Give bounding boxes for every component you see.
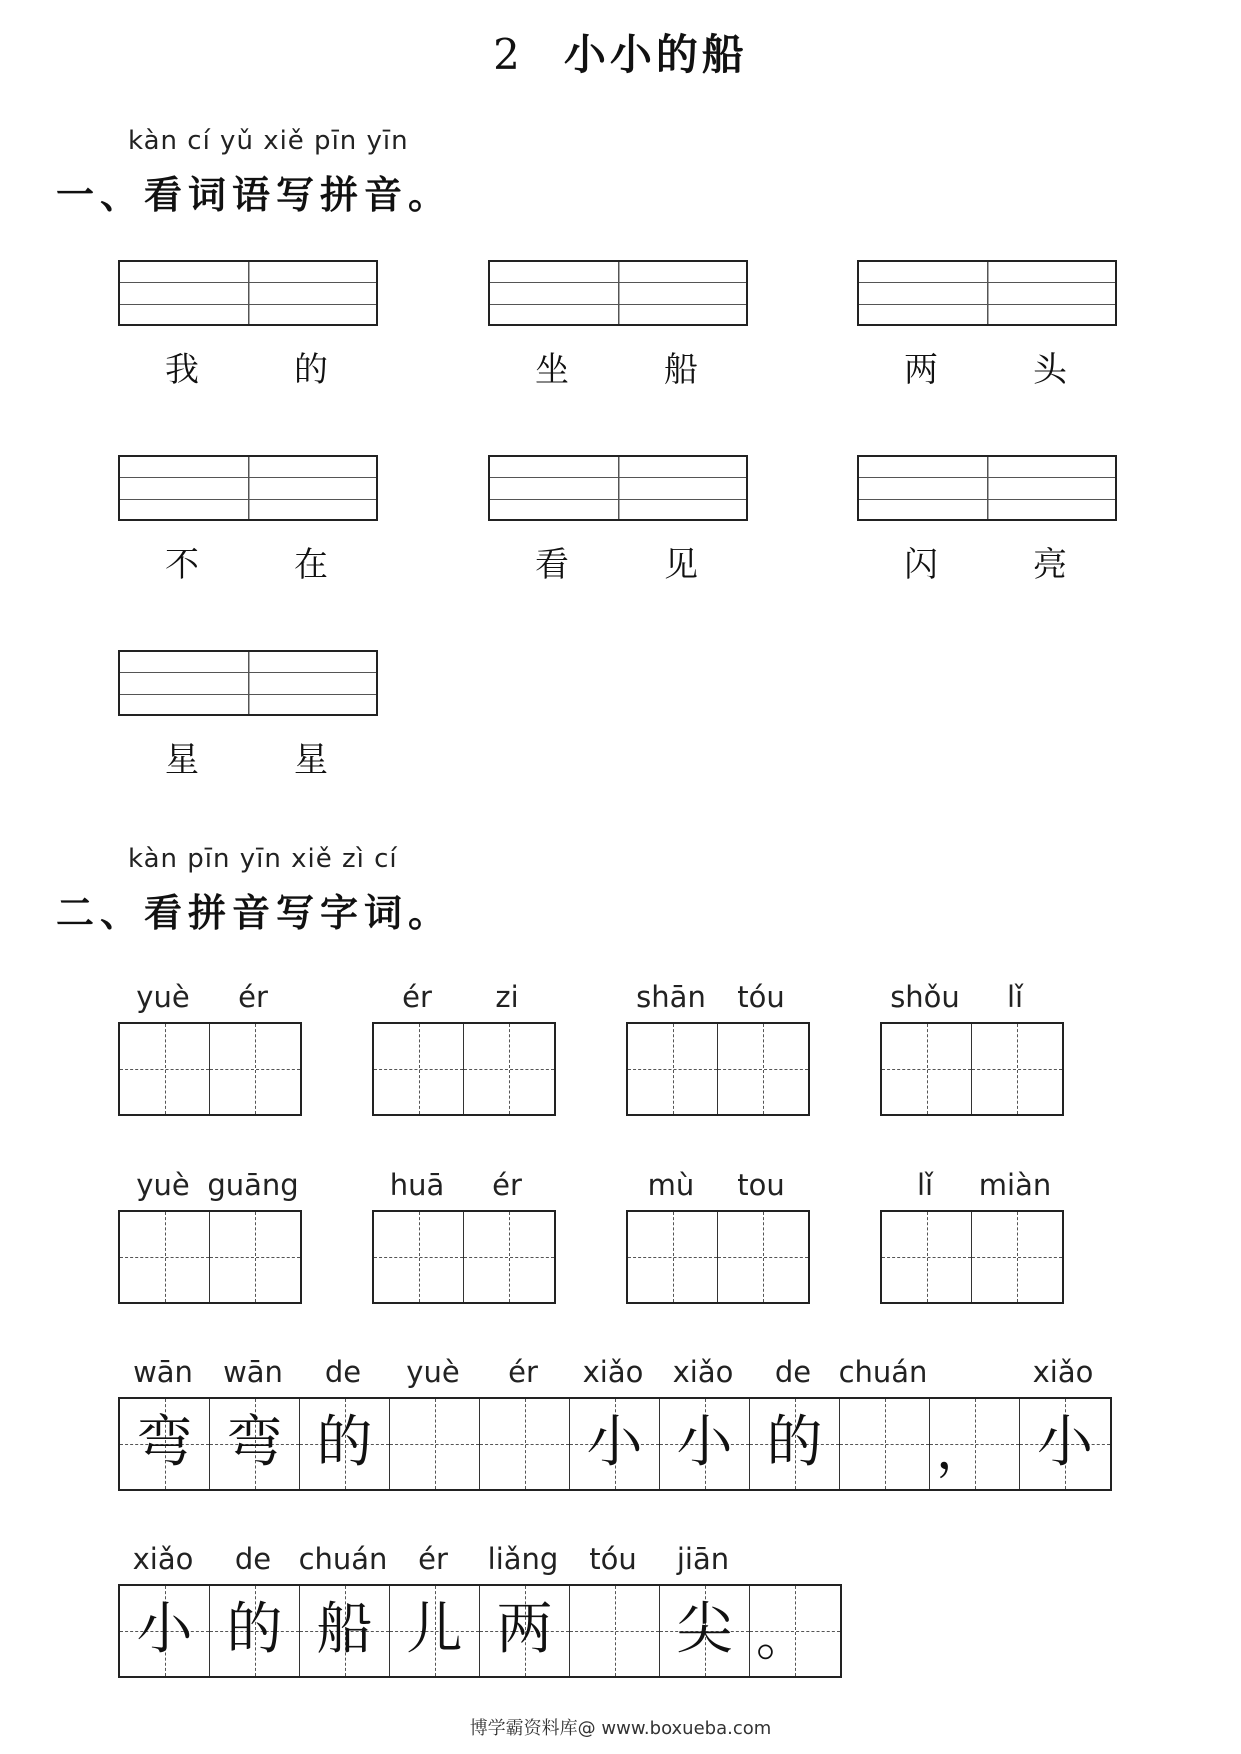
sentence-character: 小 [1037, 1410, 1093, 1475]
writing-cell[interactable] [210, 1024, 300, 1114]
sentence-writing-grid [118, 1397, 1112, 1491]
sentence-character: 小 [586, 1410, 643, 1475]
character-writing-grid [880, 1210, 1064, 1304]
word-character: 在 [294, 545, 328, 585]
prefilled-cell [210, 1399, 300, 1489]
sentence-character: 弯 [226, 1410, 283, 1475]
sentence-character: 小 [136, 1597, 193, 1662]
sentence-character: 两 [496, 1597, 553, 1662]
prefilled-cell [1020, 1399, 1110, 1489]
sentence-character: 的 [316, 1410, 373, 1475]
character-writing-grid [880, 1022, 1064, 1116]
writing-cell[interactable] [972, 1212, 1062, 1302]
word-pinyin: mù [647, 1168, 695, 1202]
prefilled-cell [120, 1399, 210, 1489]
word-character: 我 [165, 350, 199, 390]
section1-heading: 一、看词语写拼音。 [56, 173, 453, 217]
sentence-pinyin: jiān [676, 1542, 730, 1576]
pinyin-writing-grid[interactable] [488, 455, 748, 521]
section2-pinyin: kàn pīn yīn xiě zì cí [128, 844, 398, 874]
sentence-character: 小 [676, 1410, 733, 1475]
word-character: 亮 [1033, 545, 1067, 585]
word-character: 两 [904, 350, 938, 390]
sentence-pinyin: de [234, 1542, 272, 1576]
lesson-title: 小小的船 [563, 30, 748, 79]
prefilled-cell [480, 1586, 570, 1676]
sentence-pinyin: ér [508, 1355, 538, 1389]
word-character: 星 [165, 740, 199, 780]
prefilled-cell [390, 1586, 480, 1676]
word-character: 头 [1033, 350, 1067, 390]
writing-cell[interactable] [464, 1212, 554, 1302]
sentence-pinyin: wān [133, 1355, 193, 1389]
writing-cell[interactable] [120, 1024, 210, 1114]
word-character: 坐 [535, 350, 569, 390]
pinyin-writing-grid[interactable] [118, 650, 378, 716]
word-pinyin: lǐ [916, 1168, 934, 1202]
sentence-character: 的 [226, 1597, 283, 1662]
sentence-pinyin: liǎng [487, 1542, 559, 1576]
word-pinyin: ér [492, 1168, 522, 1202]
writing-cell[interactable] [628, 1212, 718, 1302]
sentence-pinyin: de [774, 1355, 812, 1389]
sentence-character: 的 [766, 1410, 823, 1475]
pinyin-writing-grid[interactable] [118, 455, 378, 521]
sentence-character: 尖 [676, 1597, 733, 1662]
sentence-pinyin: xiǎo [132, 1542, 194, 1576]
sentence-pinyin: chuán [838, 1355, 928, 1389]
character-writing-grid [118, 1210, 302, 1304]
word-character: 星 [294, 740, 328, 780]
prefilled-cell [210, 1586, 300, 1676]
sentence-pinyin: xiǎo [672, 1355, 734, 1389]
pinyin-writing-grid[interactable] [488, 260, 748, 326]
word-character: 闪 [904, 545, 938, 585]
writing-cell[interactable] [120, 1212, 210, 1302]
sentence-pinyin: yuè [406, 1355, 460, 1389]
sentence-pinyin: de [324, 1355, 362, 1389]
word-pinyin: shǒu [890, 980, 960, 1014]
word-pinyin: tou [737, 1168, 785, 1202]
character-writing-grid [626, 1022, 810, 1116]
writing-cell[interactable] [374, 1212, 464, 1302]
punctuation-mark: 。 [756, 1608, 809, 1668]
word-pinyin: miàn [978, 1168, 1052, 1202]
prefilled-cell [930, 1399, 1020, 1489]
writing-cell[interactable] [210, 1212, 300, 1302]
sentence-pinyin: ér [418, 1542, 448, 1576]
word-pinyin: huā [389, 1168, 445, 1202]
writing-cell[interactable] [480, 1399, 570, 1489]
sentence-writing-grid [118, 1584, 842, 1678]
pinyin-writing-grid[interactable] [118, 260, 378, 326]
word-pinyin: yuè [136, 1168, 190, 1202]
prefilled-cell [120, 1586, 210, 1676]
character-writing-grid [372, 1210, 556, 1304]
prefilled-cell [300, 1586, 390, 1676]
sentence-character: 船 [316, 1597, 373, 1662]
character-writing-grid [372, 1022, 556, 1116]
punctuation-mark: ， [936, 1421, 989, 1481]
writing-cell[interactable] [464, 1024, 554, 1114]
writing-cell[interactable] [390, 1399, 480, 1489]
word-character: 看 [535, 545, 569, 585]
writing-cell[interactable] [718, 1212, 808, 1302]
sentence-pinyin: xiǎo [1032, 1355, 1094, 1389]
writing-cell[interactable] [882, 1212, 972, 1302]
writing-cell[interactable] [374, 1024, 464, 1114]
character-writing-grid [118, 1022, 302, 1116]
pinyin-writing-grid[interactable] [857, 260, 1117, 326]
writing-cell[interactable] [840, 1399, 930, 1489]
page-title [0, 22, 1241, 82]
prefilled-cell [570, 1399, 660, 1489]
word-pinyin: lǐ [1006, 980, 1024, 1014]
sentence-pinyin: tóu [589, 1542, 637, 1576]
lesson-number: 2 [493, 30, 524, 79]
section1-pinyin: kàn cí yǔ xiě pīn yīn [128, 126, 409, 156]
writing-cell[interactable] [972, 1024, 1062, 1114]
sentence-character: 弯 [136, 1410, 193, 1475]
word-character: 的 [294, 350, 328, 390]
writing-cell[interactable] [718, 1024, 808, 1114]
word-pinyin: yuè [136, 980, 190, 1014]
prefilled-cell [750, 1399, 840, 1489]
word-pinyin: tóu [737, 980, 785, 1014]
word-character: 不 [165, 545, 199, 585]
prefilled-cell [660, 1586, 750, 1676]
word-pinyin: zi [495, 980, 519, 1014]
prefilled-cell [660, 1399, 750, 1489]
writing-cell[interactable] [570, 1586, 660, 1676]
word-pinyin: ér [402, 980, 432, 1014]
sentence-pinyin: chuán [298, 1542, 388, 1576]
section2-heading: 二、看拼音写字词。 [56, 891, 453, 935]
word-character: 船 [664, 350, 698, 390]
pinyin-writing-grid[interactable] [857, 455, 1117, 521]
sentence-pinyin: xiǎo [582, 1355, 644, 1389]
writing-cell[interactable] [882, 1024, 972, 1114]
word-pinyin: shān [636, 980, 706, 1014]
prefilled-cell [300, 1399, 390, 1489]
footer-watermark: 博学霸资料库@ www.boxueba.com [469, 1718, 772, 1739]
word-pinyin: guāng [207, 1168, 299, 1202]
word-pinyin: ér [238, 980, 268, 1014]
word-character: 见 [664, 545, 698, 585]
sentence-character: 儿 [406, 1597, 463, 1662]
sentence-pinyin: wān [223, 1355, 283, 1389]
character-writing-grid [626, 1210, 810, 1304]
writing-cell[interactable] [628, 1024, 718, 1114]
prefilled-cell [750, 1586, 840, 1676]
